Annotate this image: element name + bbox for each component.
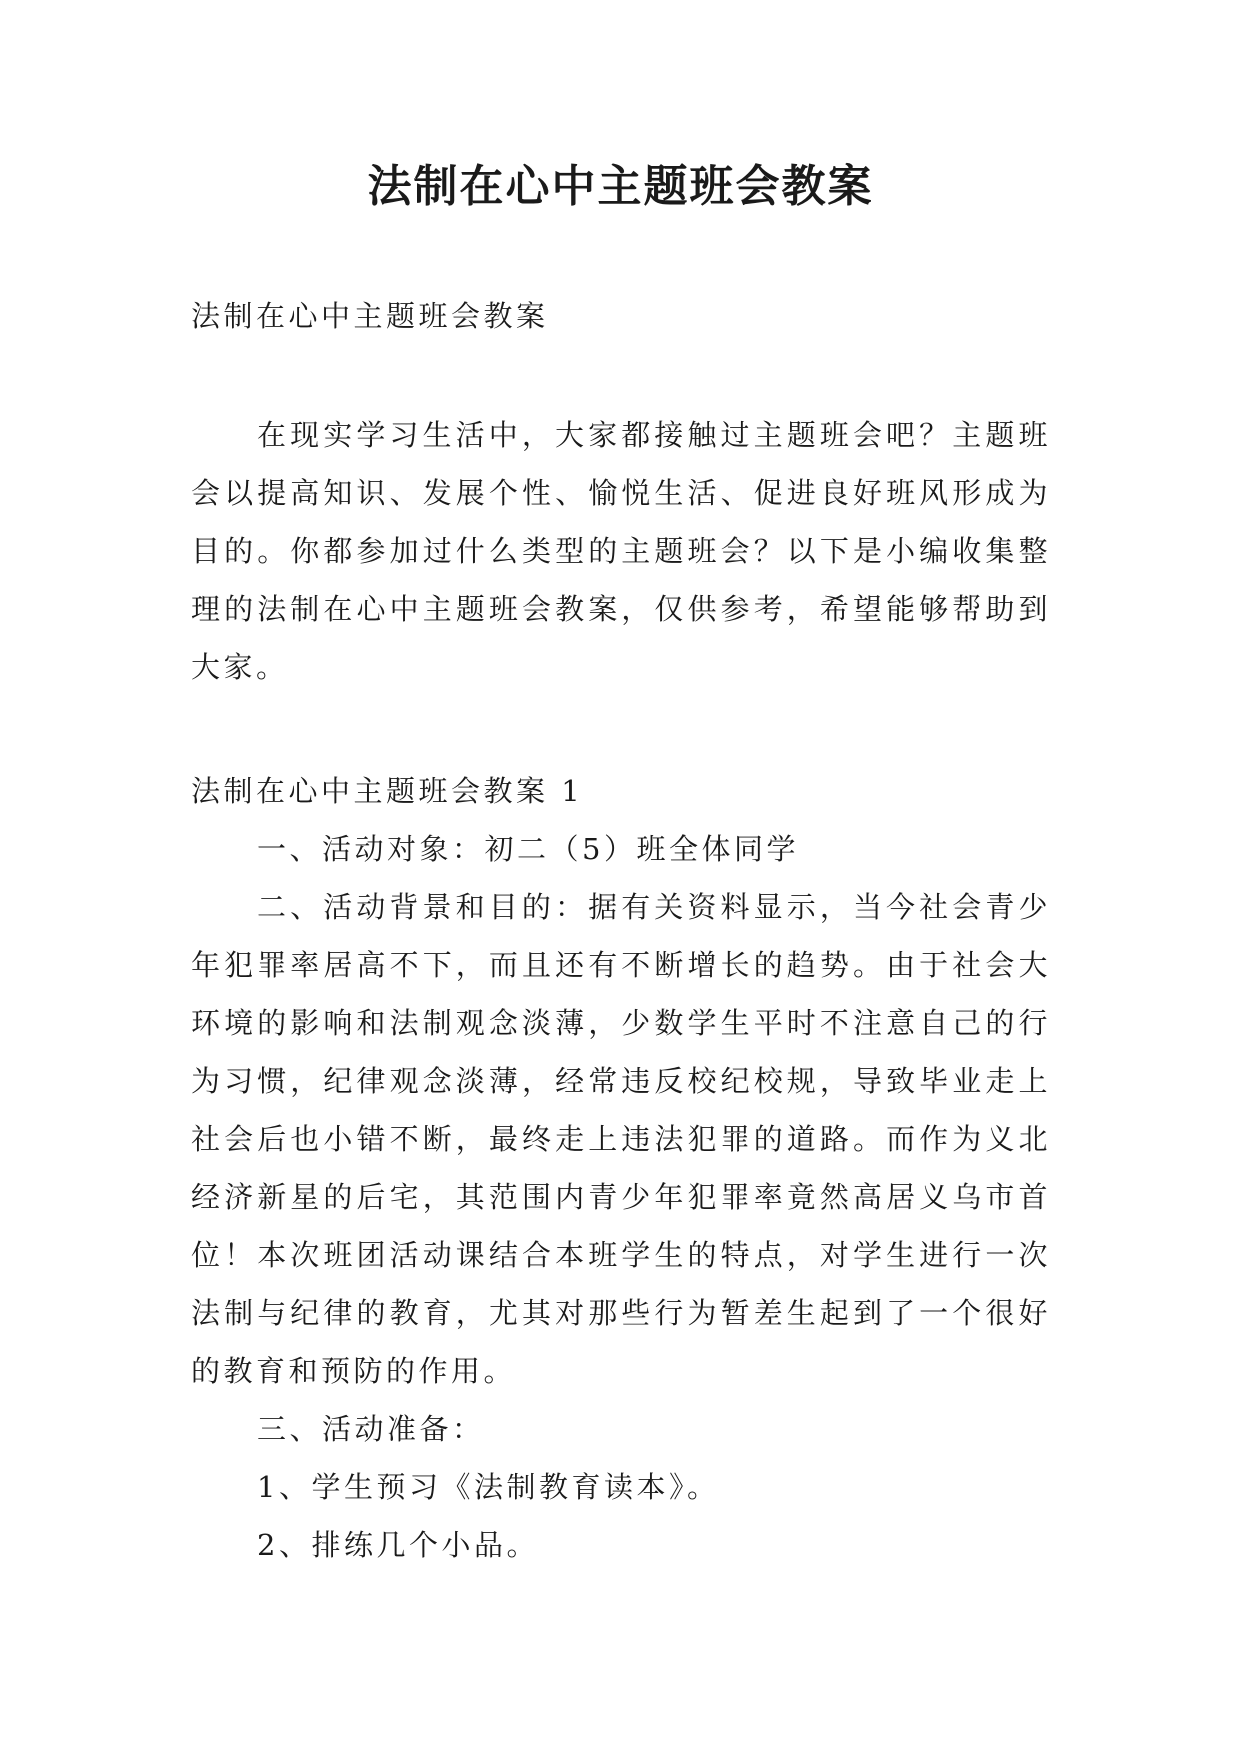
- preparation-item-2: 2、排练几个小品。: [257, 1528, 539, 1562]
- document-subtitle: 法制在心中主题班会教案: [191, 299, 549, 333]
- activity-preparation: 三、活动准备：: [257, 1412, 485, 1446]
- section-heading: 法制在心中主题班会教案 1: [191, 774, 584, 808]
- preparation-item-1: 1、学生预习《法制教育读本》。: [257, 1470, 720, 1504]
- activity-background: 二、活动背景和目的：据有关资料显示，当今社会青少年犯罪率居高不下，而且还有不断增长的趋势。由于社会大环境的影响和法制观念淡薄，少数学生平时不注意自己的行为习惯，纪律观念淡薄，经常违反校纪校规，导致毕业走上社会后也小错不断，最终走上违法犯罪的道路。而作为义北经济新星的后宅，其范围内青少年犯罪率竟然高居义乌市首位！本次班团活动课结合本班学生的特点，对学生进行一次法制与纪律的教育，尤其对那些行为暂差生起到了一个很好的教育和预防的作用。: [191, 890, 1051, 1388]
- document-title: 法制在心中主题班会教案: [367, 161, 874, 212]
- lesson-plan-section-1: [191, 762, 1051, 1574]
- intro-paragraph: 在现实学习生活中，大家都接触过主题班会吧？主题班会以提高知识、发展个性、愉悦生活、促进良好班风形成为目的。你都参加过什么类型的主题班会？以下是小编收集整理的法制在心中主题班会教案，仅供参考，希望能够帮助到大家。: [191, 418, 1051, 684]
- activity-target: 一、活动对象：初二（5）班全体同学: [257, 832, 799, 866]
